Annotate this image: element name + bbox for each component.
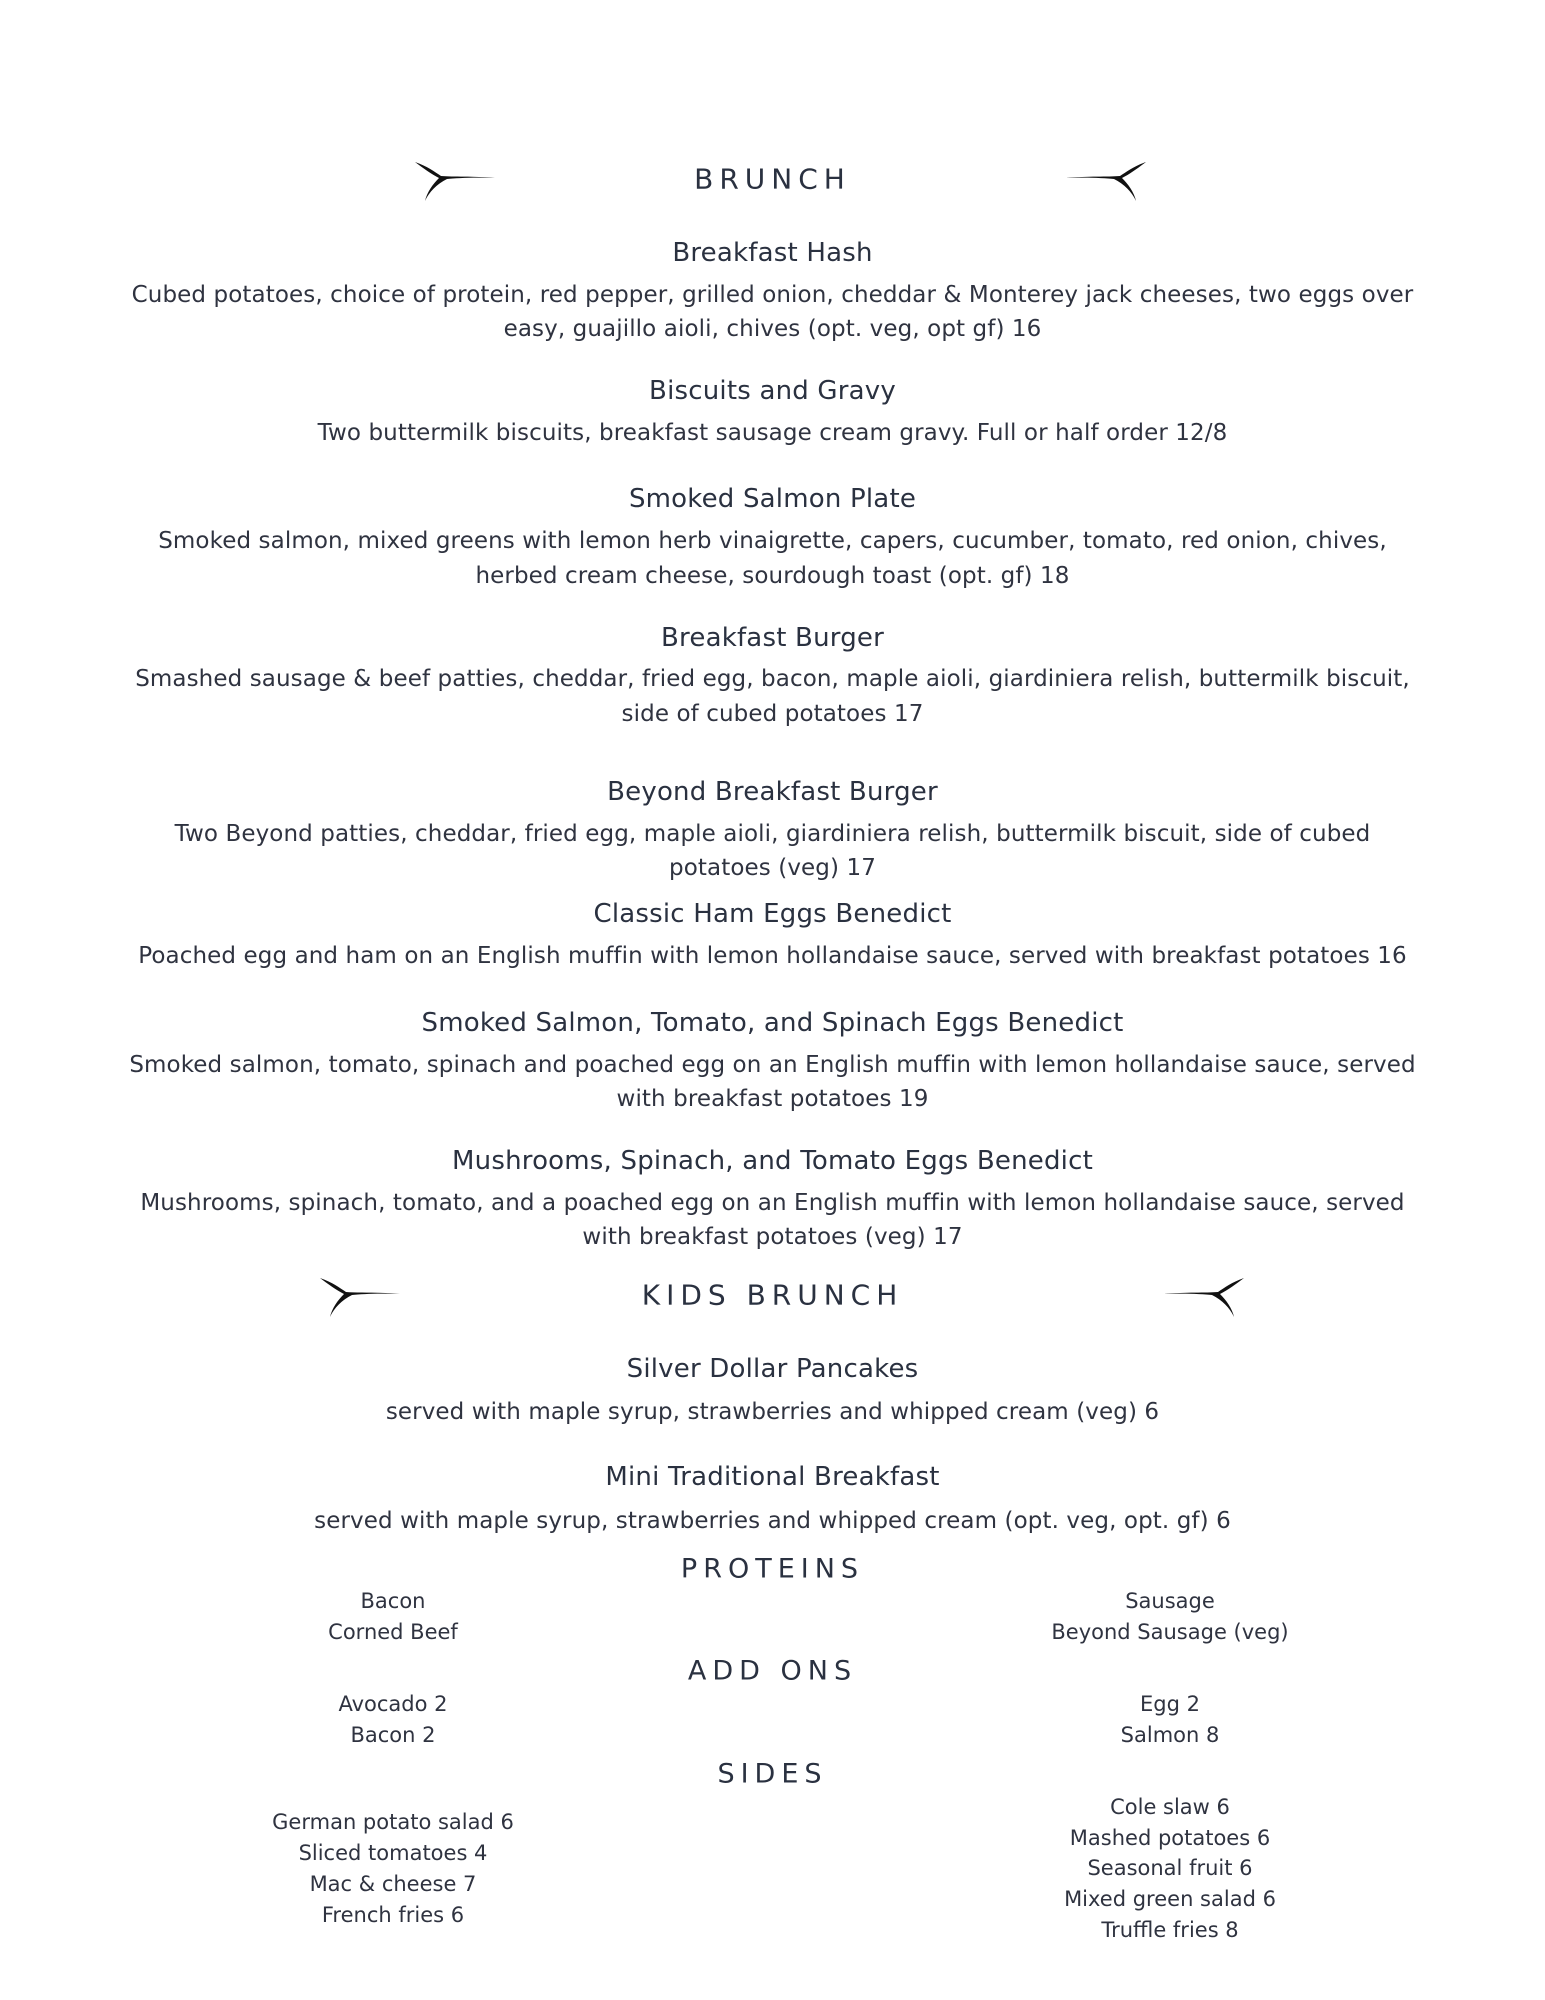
section-heading-add-ons: ADD ONS [687, 1655, 858, 1687]
menu-item-title: Breakfast Burger [661, 623, 884, 653]
menu-item-title: Mushrooms, Spinach, and Tomato Eggs Benedict [452, 1146, 1093, 1176]
menu-item-description: Smoked salmon, mixed greens with lemon herb vinaigrette, capers, cucumber, tomato, red onion, chives, [158, 528, 1387, 554]
menu-item-title: Beyond Breakfast Burger [607, 777, 938, 807]
menu-item-description: served with maple syrup, strawberries and whipped cream (opt. veg, opt. gf) 6 [314, 1508, 1231, 1534]
side-option: Mixed green salad 6 [1064, 1887, 1276, 1911]
menu-item-title: Smoked Salmon Plate [628, 484, 917, 514]
menu-item-description: potatoes (veg) 17 [669, 855, 876, 881]
menu-item-title: Classic Ham Eggs Benedict [593, 899, 952, 929]
menu-item-title: Biscuits and Gravy [649, 376, 896, 406]
section-heading-brunch: BRUNCH [694, 162, 851, 196]
protein-option: Beyond Sausage (veg) [1051, 1620, 1289, 1644]
menu-item-description: side of cubed potatoes 17 [621, 701, 924, 727]
add-on-option: Avocado 2 [338, 1692, 448, 1716]
protein-option: Corned Beef [328, 1620, 458, 1644]
menu-item-description: Smashed sausage & beef patties, cheddar, fried egg, bacon, maple aioli, giardiniera relish, buttermilk biscuit, [135, 666, 1410, 692]
menu-item-description: easy, guajillo aioli, chives (opt. veg, opt gf) 16 [503, 316, 1042, 342]
menu-item-description: with breakfast potatoes (veg) 17 [582, 1224, 963, 1250]
menu-item-description: with breakfast potatoes 19 [616, 1086, 929, 1112]
menu-item-description: Two buttermilk biscuits, breakfast sausage cream gravy. Full or half order 12/8 [317, 420, 1228, 446]
menu-item-description: Mushrooms, spinach, tomato, and a poached egg on an English muffin with lemon hollandaise sauce, served [140, 1190, 1405, 1216]
add-on-option: Bacon 2 [350, 1723, 436, 1747]
side-option: German potato salad 6 [272, 1810, 514, 1834]
menu-item-title: Smoked Salmon, Tomato, and Spinach Eggs Benedict [421, 1008, 1124, 1038]
menu-item-title: Breakfast Hash [672, 238, 873, 268]
menu-item-description: served with maple syrup, strawberries and whipped cream (veg) 6 [385, 1399, 1160, 1425]
menu-item-description: Smoked salmon, tomato, spinach and poached egg on an English muffin with lemon hollandaise sauce, served [129, 1052, 1416, 1078]
side-option: Cole slaw 6 [1110, 1795, 1230, 1819]
menu-item-title: Mini Traditional Breakfast [605, 1462, 940, 1492]
menu-item-description: Two Beyond patties, cheddar, fried egg, maple aioli, giardiniera relish, buttermilk biscuit, side of cubed [174, 821, 1371, 847]
menu-item-description: Poached egg and ham on an English muffin with lemon hollandaise sauce, served with breakfast potatoes 16 [138, 943, 1407, 969]
protein-option: Sausage [1125, 1589, 1215, 1613]
side-option: Sliced tomatoes 4 [298, 1841, 488, 1865]
side-option: Truffle fries 8 [1101, 1918, 1239, 1942]
side-option: French fries 6 [321, 1903, 465, 1927]
side-option: Seasonal fruit 6 [1087, 1856, 1253, 1880]
side-option: Mashed potatoes 6 [1069, 1826, 1271, 1850]
add-on-option: Egg 2 [1140, 1692, 1200, 1716]
menu-item-description: Cubed potatoes, choice of protein, red pepper, grilled onion, cheddar & Monterey jack cheeses, two eggs over [131, 282, 1414, 308]
section-heading-proteins: PROTEINS [680, 1553, 865, 1585]
menu-item-title: Silver Dollar Pancakes [626, 1354, 919, 1384]
section-heading-kids-brunch: KIDS BRUNCH [641, 1278, 904, 1312]
add-on-option: Salmon 8 [1120, 1723, 1220, 1747]
section-heading-sides: SIDES [717, 1758, 828, 1790]
protein-option: Bacon [360, 1589, 426, 1613]
swoosh-right-icon [1164, 1276, 1246, 1318]
swoosh-right-icon [1066, 160, 1148, 202]
menu-item-description: herbed cream cheese, sourdough toast (opt. gf) 18 [475, 563, 1070, 589]
side-option: Mac & cheese 7 [309, 1872, 477, 1896]
